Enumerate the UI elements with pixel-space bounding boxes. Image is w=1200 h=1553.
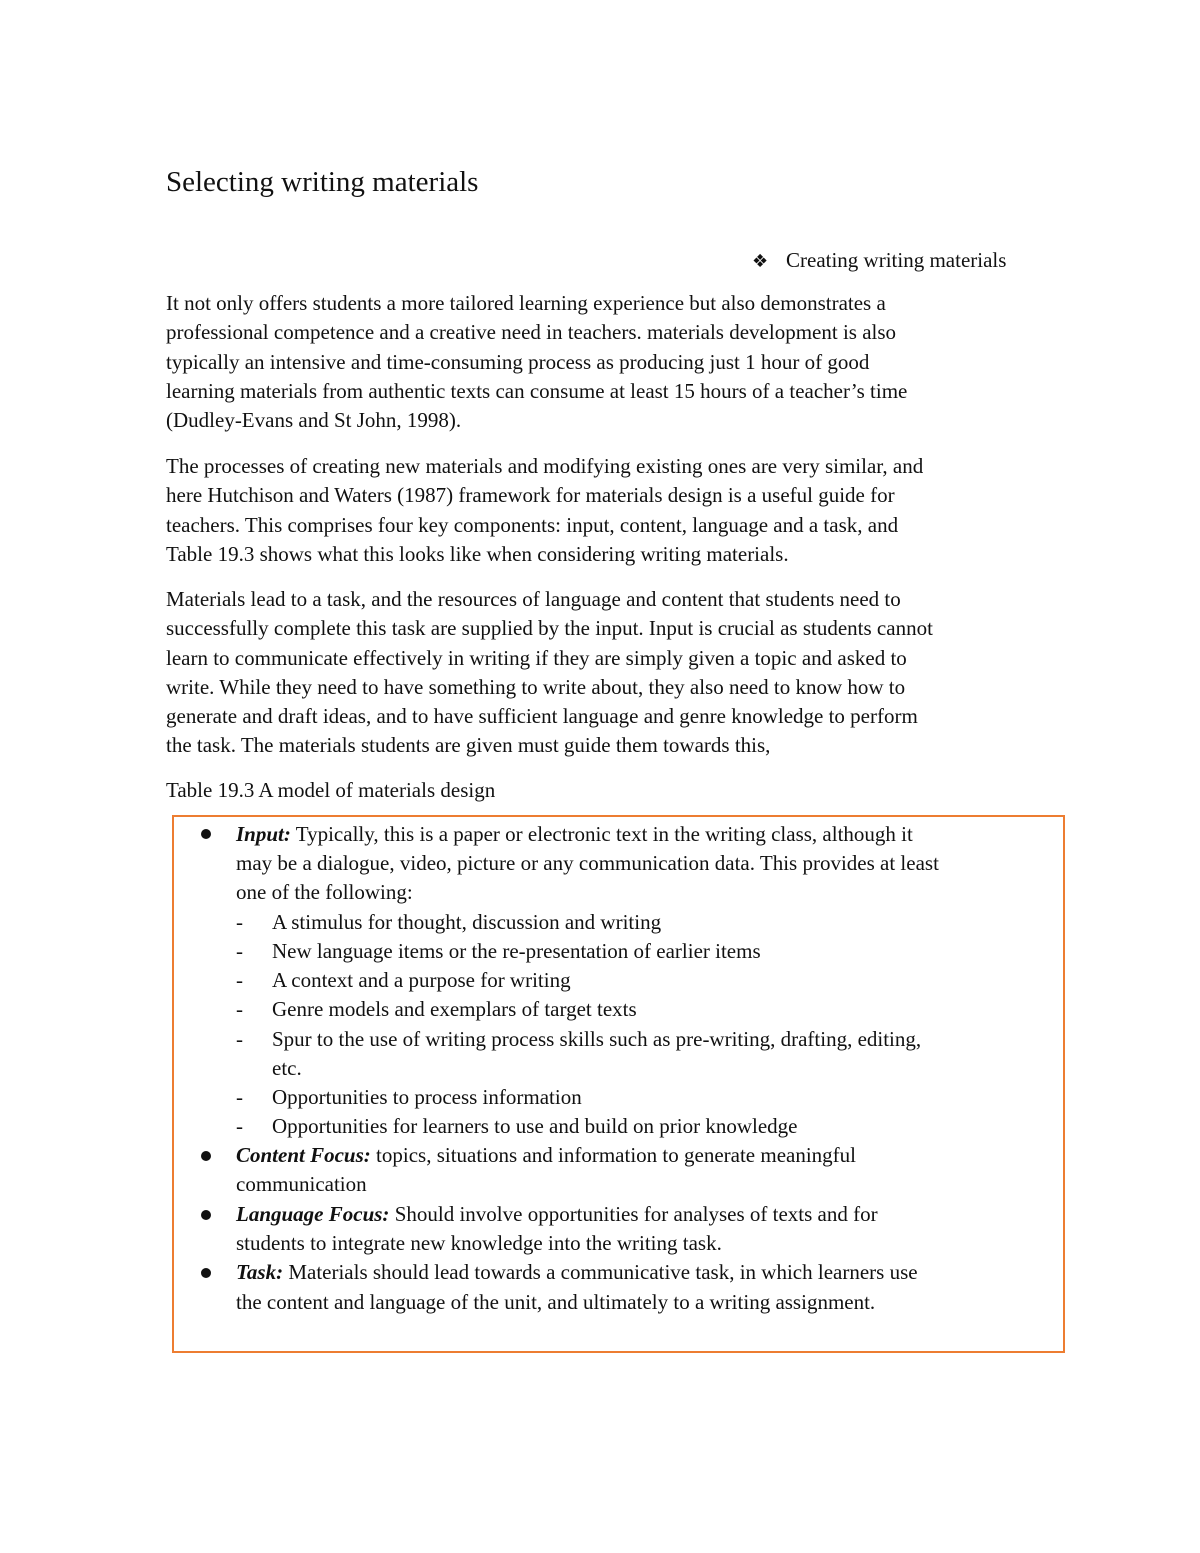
bullet-icon — [201, 829, 211, 839]
dash-marker: - — [236, 1027, 243, 1051]
task-term: Task: — [236, 1260, 284, 1284]
bullet-icon — [201, 1151, 211, 1161]
content-focus-term: Content Focus: — [236, 1143, 371, 1167]
input-text: Typically, this is a paper or electronic text in the writing class, although it — [290, 822, 913, 846]
task-text: Materials should lead towards a communicative task, in which learners use — [283, 1260, 918, 1284]
paragraph-2 — [166, 452, 1046, 569]
paragraph-3 — [166, 585, 1046, 761]
paragraph-line: generate and draft ideas, and to have sufficient language and genre knowledge to perform — [166, 704, 918, 729]
dash-marker: - — [236, 968, 243, 992]
input-term: Input: — [236, 822, 291, 846]
diamond-bullet-icon: ❖ — [752, 251, 769, 272]
paragraph-line: Materials lead to a task, and the resources of language and content that students need to — [166, 587, 901, 611]
input-subitem: New language items or the re-presentation of earlier items — [272, 939, 761, 963]
paragraph-line: Table 19.3 shows what this looks like when considering writing materials. — [166, 541, 789, 566]
input-subitem: Genre models and exemplars of target texts — [272, 997, 637, 1021]
section-heading — [752, 246, 1006, 276]
input-subitem-continuation: etc. — [272, 1056, 302, 1080]
input-subitem: A context and a purpose for writing — [272, 968, 571, 992]
language-focus-term: Language Focus: — [236, 1202, 390, 1226]
content-focus-line — [236, 1141, 856, 1170]
content-focus-text: topics, situations and information to generate meaningful — [370, 1143, 856, 1167]
paragraph-line: professional competence and a creative need in teachers. materials development is also — [166, 320, 897, 345]
task-line — [236, 1258, 918, 1287]
task-line: the content and language of the unit, and ultimately to a writing assignment. — [236, 1290, 876, 1314]
bullet-icon — [201, 1268, 211, 1278]
paragraph-line: learning materials from authentic texts can consume at least 15 hours of a teacher’s time — [166, 378, 908, 403]
paragraph-line: It not only offers students a more tailored learning experience but also demonstrates a — [166, 291, 886, 315]
paragraph-line: (Dudley-Evans and St John, 1998). — [166, 408, 462, 433]
input-line — [236, 820, 913, 849]
bullet-icon — [201, 1210, 211, 1220]
paragraph-line: write. While they need to have something to write about, they also need to know how to — [166, 674, 906, 699]
paragraph-line: typically an intensive and time-consuming process as producing just 1 hour of good — [166, 349, 870, 374]
dash-marker: - — [236, 1114, 243, 1138]
input-subitem: A stimulus for thought, discussion and writing — [272, 910, 662, 934]
input-line: one of the following: — [236, 880, 413, 904]
input-subitem: Spur to the use of writing process skills such as pre-writing, drafting, editing, — [272, 1027, 922, 1051]
language-focus-line — [236, 1200, 878, 1229]
paragraph-line: successfully complete this task are supplied by the input. Input is crucial as students cannot — [166, 616, 933, 641]
paragraph-line: learn to communicate effectively in writing if they are simply given a topic and asked to — [166, 645, 907, 670]
input-subitem: Opportunities for learners to use and build on prior knowledge — [272, 1114, 798, 1138]
paragraph-1 — [166, 289, 1046, 435]
input-subitem: Opportunities to process information — [272, 1085, 582, 1109]
page-title: Selecting writing materials — [166, 166, 479, 198]
dash-marker: - — [236, 997, 243, 1021]
input-line: may be a dialogue, video, picture or any communication data. This provides at least — [236, 851, 939, 875]
section-heading-text: Creating writing materials — [786, 248, 1007, 272]
language-focus-line: students to integrate new knowledge into the writing task. — [236, 1231, 722, 1255]
paragraph-line: here Hutchison and Waters (1987) framework for materials design is a useful guide for — [166, 483, 895, 508]
content-focus-line: communication — [236, 1172, 367, 1196]
dash-marker: - — [236, 910, 243, 934]
paragraph-line: the task. The materials students are given must guide them towards this, — [166, 733, 771, 758]
table-caption: Table 19.3 A model of materials design — [166, 778, 496, 802]
language-focus-text: Should involve opportunities for analyses of texts and for — [389, 1202, 878, 1226]
paragraph-line: teachers. This comprises four key components: input, content, language and a task, and — [166, 512, 899, 537]
dash-marker: - — [236, 1085, 243, 1109]
paragraph-line: The processes of creating new materials and modifying existing ones are very similar, and — [166, 454, 924, 478]
dash-marker: - — [236, 939, 243, 963]
